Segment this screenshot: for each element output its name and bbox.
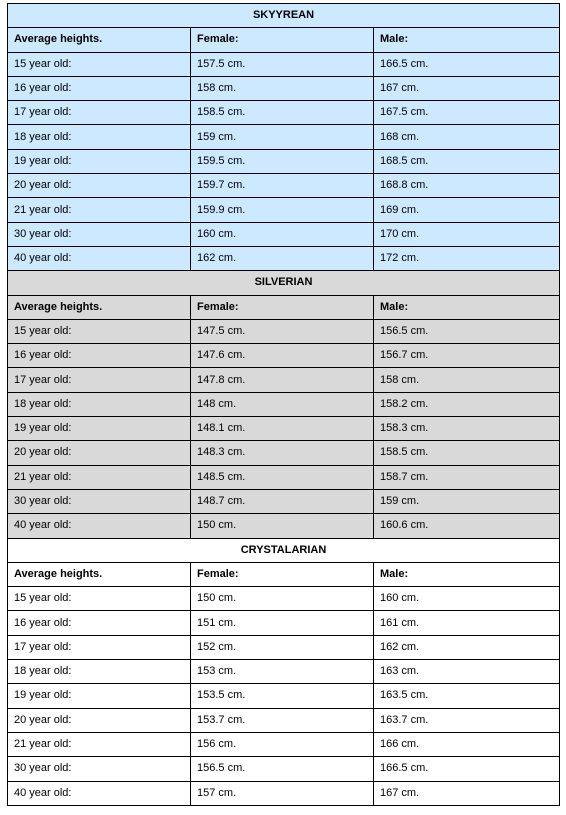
age-cell: 16 year old: xyxy=(8,76,191,100)
age-cell: 30 year old: xyxy=(8,757,191,781)
male-height-cell: 168 cm. xyxy=(374,125,560,149)
column-header-male: Male: xyxy=(374,295,560,319)
male-height-cell: 163.7 cm. xyxy=(374,708,560,732)
table-row xyxy=(8,76,560,100)
age-cell: 17 year old: xyxy=(8,368,191,392)
table-row xyxy=(8,417,560,441)
table-row xyxy=(8,635,560,659)
age-cell: 15 year old: xyxy=(8,587,191,611)
female-height-cell: 153.7 cm. xyxy=(191,708,374,732)
table-row xyxy=(8,125,560,149)
section-title: SILVERIAN xyxy=(8,271,560,295)
column-header-age: Average heights. xyxy=(8,562,191,586)
female-height-cell: 150 cm. xyxy=(191,514,374,538)
table-row xyxy=(8,392,560,416)
male-height-cell: 167 cm. xyxy=(374,76,560,100)
female-height-cell: 159 cm. xyxy=(191,125,374,149)
age-cell: 15 year old: xyxy=(8,319,191,343)
female-height-cell: 151 cm. xyxy=(191,611,374,635)
male-height-cell: 158.7 cm. xyxy=(374,465,560,489)
female-height-cell: 148.5 cm. xyxy=(191,465,374,489)
male-height-cell: 156.7 cm. xyxy=(374,344,560,368)
section-title-row-skyyrean xyxy=(8,4,560,28)
female-height-cell: 160 cm. xyxy=(191,222,374,246)
header-row xyxy=(8,295,560,319)
header-row xyxy=(8,562,560,586)
female-height-cell: 156 cm. xyxy=(191,732,374,756)
female-height-cell: 158.5 cm. xyxy=(191,101,374,125)
table-row xyxy=(8,708,560,732)
male-height-cell: 160 cm. xyxy=(374,587,560,611)
table-row xyxy=(8,757,560,781)
age-cell: 18 year old: xyxy=(8,392,191,416)
male-height-cell: 168.8 cm. xyxy=(374,174,560,198)
section-title: SKYYREAN xyxy=(8,4,560,28)
age-cell: 20 year old: xyxy=(8,174,191,198)
female-height-cell: 147.8 cm. xyxy=(191,368,374,392)
female-height-cell: 148.7 cm. xyxy=(191,489,374,513)
age-cell: 19 year old: xyxy=(8,417,191,441)
table-row xyxy=(8,660,560,684)
height-table-body xyxy=(8,4,560,806)
male-height-cell: 166.5 cm. xyxy=(374,52,560,76)
column-header-male: Male: xyxy=(374,562,560,586)
age-cell: 18 year old: xyxy=(8,660,191,684)
section-title-row-crystalarian xyxy=(8,538,560,562)
age-cell: 21 year old: xyxy=(8,732,191,756)
male-height-cell: 167 cm. xyxy=(374,781,560,805)
age-cell: 17 year old: xyxy=(8,635,191,659)
female-height-cell: 159.7 cm. xyxy=(191,174,374,198)
table-row xyxy=(8,732,560,756)
age-cell: 16 year old: xyxy=(8,611,191,635)
female-height-cell: 159.5 cm. xyxy=(191,149,374,173)
column-header-age: Average heights. xyxy=(8,295,191,319)
height-table xyxy=(7,3,560,806)
table-row xyxy=(8,441,560,465)
table-row xyxy=(8,781,560,805)
age-cell: 20 year old: xyxy=(8,708,191,732)
female-height-cell: 162 cm. xyxy=(191,246,374,270)
female-height-cell: 157.5 cm. xyxy=(191,52,374,76)
age-cell: 20 year old: xyxy=(8,441,191,465)
table-row xyxy=(8,319,560,343)
table-row xyxy=(8,344,560,368)
table-row xyxy=(8,368,560,392)
section-title: CRYSTALARIAN xyxy=(8,538,560,562)
age-cell: 16 year old: xyxy=(8,344,191,368)
column-header-male: Male: xyxy=(374,28,560,52)
female-height-cell: 152 cm. xyxy=(191,635,374,659)
female-height-cell: 147.6 cm. xyxy=(191,344,374,368)
table-row xyxy=(8,587,560,611)
female-height-cell: 150 cm. xyxy=(191,587,374,611)
age-cell: 40 year old: xyxy=(8,514,191,538)
female-height-cell: 156.5 cm. xyxy=(191,757,374,781)
table-row xyxy=(8,101,560,125)
column-header-female: Female: xyxy=(191,28,374,52)
male-height-cell: 167.5 cm. xyxy=(374,101,560,125)
table-row xyxy=(8,465,560,489)
male-height-cell: 162 cm. xyxy=(374,635,560,659)
age-cell: 21 year old: xyxy=(8,198,191,222)
female-height-cell: 147.5 cm. xyxy=(191,319,374,343)
column-header-age: Average heights. xyxy=(8,28,191,52)
column-header-female: Female: xyxy=(191,562,374,586)
male-height-cell: 158 cm. xyxy=(374,368,560,392)
female-height-cell: 148.1 cm. xyxy=(191,417,374,441)
male-height-cell: 170 cm. xyxy=(374,222,560,246)
age-cell: 40 year old: xyxy=(8,246,191,270)
male-height-cell: 158.5 cm. xyxy=(374,441,560,465)
age-cell: 19 year old: xyxy=(8,149,191,173)
male-height-cell: 158.3 cm. xyxy=(374,417,560,441)
age-cell: 15 year old: xyxy=(8,52,191,76)
male-height-cell: 160.6 cm. xyxy=(374,514,560,538)
female-height-cell: 148 cm. xyxy=(191,392,374,416)
age-cell: 30 year old: xyxy=(8,222,191,246)
age-cell: 40 year old: xyxy=(8,781,191,805)
male-height-cell: 169 cm. xyxy=(374,198,560,222)
age-cell: 19 year old: xyxy=(8,684,191,708)
female-height-cell: 158 cm. xyxy=(191,76,374,100)
table-row xyxy=(8,514,560,538)
female-height-cell: 159.9 cm. xyxy=(191,198,374,222)
male-height-cell: 156.5 cm. xyxy=(374,319,560,343)
header-row xyxy=(8,28,560,52)
table-row xyxy=(8,489,560,513)
male-height-cell: 168.5 cm. xyxy=(374,149,560,173)
male-height-cell: 166 cm. xyxy=(374,732,560,756)
table-row xyxy=(8,149,560,173)
male-height-cell: 161 cm. xyxy=(374,611,560,635)
table-row xyxy=(8,684,560,708)
female-height-cell: 153.5 cm. xyxy=(191,684,374,708)
male-height-cell: 166.5 cm. xyxy=(374,757,560,781)
table-row xyxy=(8,174,560,198)
table-row xyxy=(8,222,560,246)
female-height-cell: 148.3 cm. xyxy=(191,441,374,465)
male-height-cell: 172 cm. xyxy=(374,246,560,270)
table-row xyxy=(8,198,560,222)
age-cell: 18 year old: xyxy=(8,125,191,149)
female-height-cell: 153 cm. xyxy=(191,660,374,684)
table-row xyxy=(8,52,560,76)
male-height-cell: 158.2 cm. xyxy=(374,392,560,416)
age-cell: 17 year old: xyxy=(8,101,191,125)
male-height-cell: 159 cm. xyxy=(374,489,560,513)
section-title-row-silverian xyxy=(8,271,560,295)
age-cell: 21 year old: xyxy=(8,465,191,489)
column-header-female: Female: xyxy=(191,295,374,319)
age-cell: 30 year old: xyxy=(8,489,191,513)
table-row xyxy=(8,246,560,270)
table-row xyxy=(8,611,560,635)
male-height-cell: 163 cm. xyxy=(374,660,560,684)
male-height-cell: 163.5 cm. xyxy=(374,684,560,708)
female-height-cell: 157 cm. xyxy=(191,781,374,805)
